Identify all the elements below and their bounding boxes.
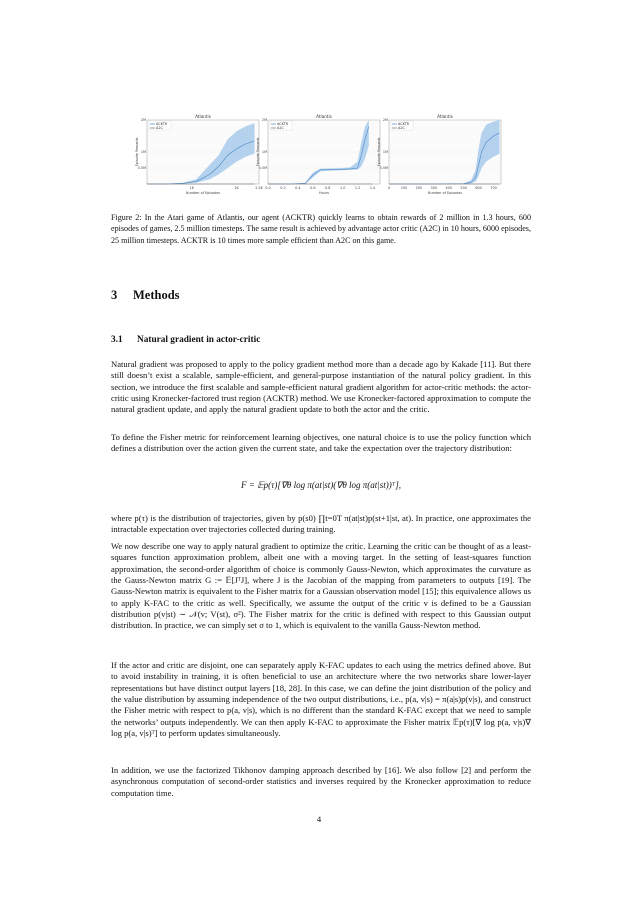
figure-caption-label: Figure 2: (111, 213, 142, 222)
x-tick-label: 100 (400, 186, 408, 190)
legend-entry: ACKTR (398, 122, 410, 127)
x-tick-label: 200 (415, 186, 423, 190)
subsection-title: Natural gradient in actor-critic (137, 335, 261, 345)
y-tick-label: 1M (140, 150, 146, 154)
paragraph-critic: We now describe one way to apply natural gradient to optimize the critic. Learning the critic can be thought of as a least-squares function approximation problem, albeit one with a moving target. In the setting of least-squares function approximation, the second-order algorithm of choice is commonly Gauss-Newton, which approximates the curvature as the Gauss-Newton matrix G := 𝔼[JᵀJ], where J is the Jacobian of the mapping from parameters to outputs [19]. The Gauss-Newton matrix is equivalent to the Fisher matrix for a Gaussian observation model [15]; this equivalence allows us to apply K-FAC to the critic as well. Specifically, we assume the output of the critic v is defined to be a Gaussian distribution p(v|st) ∼ 𝒩(v; V(st), σ²). The Fisher matrix for the critic is defined with respect to this Gaussian output distribution. In practice, we can simply set σ to 1, which is equivalent to the vanilla Gauss-Newton method. (111, 541, 531, 631)
x-tick-label: 0.8 (325, 186, 331, 190)
x-tick-label: 600 (475, 186, 482, 190)
subsection-number: 3.1 (111, 335, 123, 345)
y-tick-label: 1M (382, 150, 388, 154)
legend-entry: ACKTR (156, 122, 168, 127)
chart-title: Atlantis (316, 114, 332, 119)
chart-episodes-1 (133, 112, 263, 204)
y-tick-label: 1M (261, 150, 267, 154)
x-axis-label: Hours (319, 191, 329, 195)
chart-svg-2 (375, 112, 505, 204)
chart-hours (254, 112, 384, 204)
y-tick-label: 2M (140, 118, 146, 122)
x-tick-label: 500 (460, 186, 467, 190)
chart-svg-1 (254, 112, 384, 204)
section-number: 3 (111, 288, 118, 302)
legend-entry: A2C (398, 126, 405, 131)
x-tick-label: 0.2 (280, 186, 286, 190)
x-tick-label: 2K (234, 186, 239, 190)
x-tick-label: 0.4 (295, 186, 301, 190)
y-tick-label: 0.5M (137, 166, 146, 170)
subsection-heading (111, 335, 260, 345)
x-tick-label: 400 (445, 186, 452, 190)
y-axis-label: Episode Rewards (256, 137, 260, 167)
x-tick-label: 2.5K (255, 186, 263, 190)
x-tick-label: 0 (387, 186, 391, 190)
paragraph-damping: In addition, we use the factorized Tikhonov damping approach described by [16]. We also follow [2] and perform the asynchronous computation of second-order statistics and inverses required by the Kronecker approximation to reduce computation time. (111, 765, 531, 798)
section-title: Methods (133, 288, 180, 302)
x-tick-label: 300 (430, 186, 438, 190)
x-tick-label: 1K (189, 186, 194, 190)
y-axis-label: Episode Rewards (135, 137, 139, 167)
x-axis-label: Number of Episodes (185, 191, 221, 195)
chart-episodes-2 (375, 112, 505, 204)
legend-entry: ACKTR (277, 122, 289, 127)
equation-fisher: F = 𝔼p(τ)[∇θ log π(at|st)(∇θ log π(at|st))ᵀ], (241, 480, 401, 490)
paragraph-intro: Natural gradient was proposed to apply to the policy gradient method more than a decade ago by Kakade [11]. But there still doesn’t exist a scalable, sample-efficient, and general-purpose instantiation of the natural policy gradient. In this section, we introduce the first scalable and sample-efficient natural gradient algorithm for actor-critic methods: the actor-critic using Kronecker-factored trust region (ACKTR) method. We use Kronecker-factored approximation to compute the natural gradient update, and apply the natural gradient update to both the actor and the critic. (111, 359, 531, 415)
x-tick-label: 700 (490, 186, 497, 190)
y-tick-label: 0.5M (379, 166, 388, 170)
chart-svg-0 (133, 112, 263, 204)
x-tick-label: 0.0 (265, 186, 271, 190)
y-tick-label: 2M (261, 118, 267, 122)
y-tick-label: 0.5M (258, 166, 267, 170)
x-tick-label: 0.6 (310, 186, 316, 190)
chart-title: Atlantis (437, 114, 453, 119)
legend-entry: A2C (156, 126, 163, 131)
x-tick-label: 1.4 (369, 186, 376, 190)
chart-title: Atlantis (195, 114, 211, 119)
section-heading (111, 288, 180, 303)
y-axis-label: Episode Rewards (377, 137, 381, 167)
x-tick-label: 1.2 (354, 186, 361, 190)
paragraph-trajectory: where p(τ) is the distribution of trajectories, given by p(s0) ∏t=0T π(at|st)p(st+1|st, at). In practice, one approximates the intractable expectation over trajectories collected during training. (111, 513, 531, 535)
paragraph-fisher-definition: To define the Fisher metric for reinforcement learning objectives, one natural choice is to use the policy function which defines a distribution over the action given the current state, and take the expectation over the trajectory distribution: (111, 432, 531, 454)
y-tick-label: 2M (382, 118, 388, 122)
legend-entry: A2C (277, 126, 284, 131)
paragraph-joint: If the actor and critic are disjoint, one can separately apply K-FAC updates to each using the metrics defined above. But to avoid instability in training, it is often beneficial to use an architecture where the two networks share lower-layer representations but have distinct output layers [18, 28]. In this case, we can define the joint distribution of the policy and the value distribution by assuming independence of the two output distributions, i.e., p(a, v|s) = π(a|s)p(v|s), and construct the Fisher metric with respect to p(a, v|s), which is no different than the standard K-FAC except that we need to sample the networks’ outputs independently. We can then apply K-FAC to approximate the Fisher matrix 𝔼p(τ)[∇ log p(a, v|s)∇ log p(a, v|s)ᵀ] to perform updates simultaneously. (111, 660, 531, 739)
page-number: 4 (316, 814, 322, 824)
figure-caption-text: In the Atari game of Atlantis, our agent (ACKTR) quickly learns to obtain rewards of 2 million in 1.3 hours, 600 episodes of games, 2.5 million timesteps. The same result is achieved by advantage actor critic (A2C) in 10 hours, 6000 episodes, 25 million timesteps. ACKTR is 10 times more sample efficient than A2C on this game. (111, 213, 531, 245)
figure-caption (111, 212, 531, 246)
x-tick-label: 1.0 (339, 186, 346, 190)
x-axis-label: Number of Episodes (427, 191, 463, 195)
